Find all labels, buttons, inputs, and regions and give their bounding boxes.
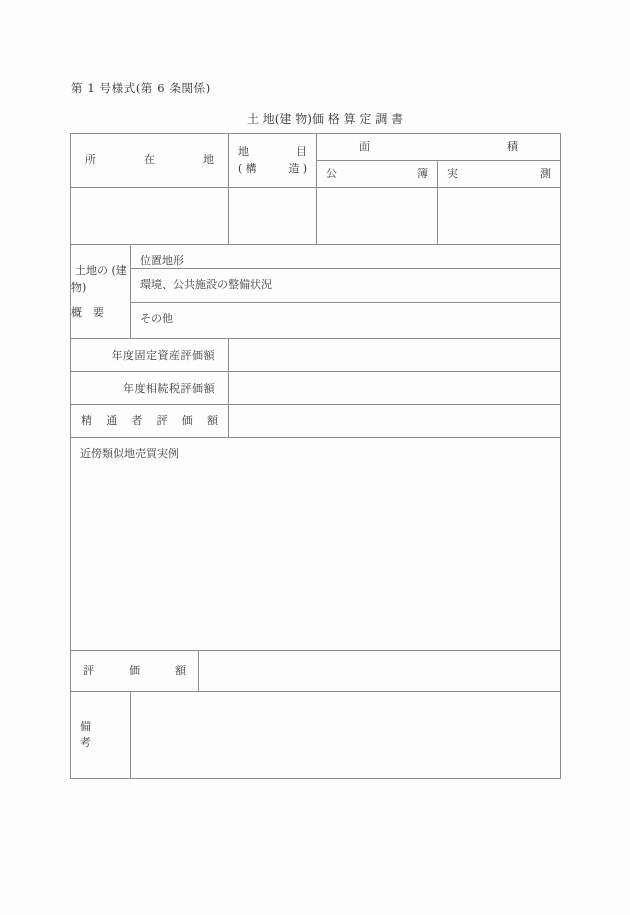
area-register-label: 公 簿 — [326, 166, 429, 180]
outline-label-line3: 概 要 — [71, 305, 104, 319]
landtype-label-line2: (構 造) — [238, 161, 308, 175]
cell-landtype-label — [229, 134, 317, 188]
expert-label: 精 通 者 評 価 額 — [81, 413, 219, 427]
remarks-value — [131, 692, 560, 699]
outline-row-environment — [71, 269, 561, 303]
outline-label-line2: (建物) — [71, 264, 127, 295]
cell-expert-label — [71, 405, 229, 438]
valuation-row-inheritance-tax — [71, 372, 561, 405]
page-title: 土 地(建 物)価 格 算 定 調 書 — [246, 112, 404, 126]
valuation-row-expert — [71, 405, 561, 438]
environment-label: 環境、公共施設の整備状況 — [140, 278, 272, 291]
location-value — [71, 188, 228, 195]
area-measured-value — [438, 188, 560, 195]
appraisal-label: 評 価 額 — [83, 663, 186, 677]
cell-appraisal-label — [71, 651, 199, 692]
cell-fixed-asset-label — [71, 339, 229, 372]
appraisal-row — [71, 651, 561, 692]
field-sales-examples[interactable] — [71, 438, 561, 651]
topography-label: 位置地形 — [140, 254, 184, 267]
outline-label-line1: 土地の — [75, 264, 108, 278]
landtype-label-line1: 地 目 — [238, 145, 308, 158]
expert-value — [229, 415, 238, 428]
sales-examples-row — [71, 438, 561, 651]
field-other[interactable] — [131, 303, 561, 339]
header-values-row — [71, 188, 561, 245]
location-label: 所 在 地 — [85, 153, 215, 167]
other-label: その他 — [140, 312, 173, 325]
landtype-value — [229, 188, 316, 195]
inheritance-tax-label: 年度相続税評価額 — [123, 382, 216, 395]
outline-label-group — [71, 264, 130, 318]
field-inheritance-tax-value[interactable] — [229, 372, 561, 405]
field-location[interactable] — [71, 188, 229, 245]
cell-inheritance-tax-label — [71, 372, 229, 405]
field-fixed-asset-value[interactable] — [229, 339, 561, 372]
field-remarks-value[interactable] — [131, 692, 561, 779]
field-expert-value[interactable] — [229, 405, 561, 438]
sales-examples-label: 近傍類似地売買実例 — [80, 447, 179, 460]
field-topography[interactable] — [131, 245, 561, 269]
valuation-row-fixed-asset — [71, 339, 561, 372]
field-appraisal-value[interactable] — [199, 651, 561, 692]
cell-location-label — [71, 134, 229, 188]
outline-label-spacer — [71, 297, 130, 304]
outline-row-other — [71, 303, 561, 339]
form-number: 第 1 号様式(第 6 条関係) — [71, 81, 211, 95]
cell-area-register-label — [317, 161, 438, 188]
area-label: 面 積 — [359, 139, 519, 153]
field-area-measured[interactable] — [438, 188, 561, 245]
remarks-label: 備 考 — [80, 719, 113, 749]
fixed-asset-value — [229, 349, 238, 362]
price-assessment-form — [70, 133, 561, 779]
fixed-asset-label: 年度固定資産評価額 — [111, 349, 216, 362]
cell-area-measured-label — [438, 161, 561, 188]
appraisal-value — [199, 665, 208, 678]
header-row-top — [71, 134, 561, 161]
inheritance-tax-value — [229, 382, 238, 395]
area-measured-label: 実 測 — [447, 166, 552, 180]
cell-remarks-label — [71, 692, 131, 779]
field-area-register[interactable] — [317, 188, 438, 245]
field-environment[interactable] — [131, 269, 561, 303]
cell-area-label — [317, 134, 561, 161]
cell-outline-label — [71, 245, 131, 339]
area-register-value — [317, 188, 437, 195]
remarks-row — [71, 692, 561, 779]
field-landtype[interactable] — [229, 188, 317, 245]
outline-row-topography — [71, 245, 561, 269]
